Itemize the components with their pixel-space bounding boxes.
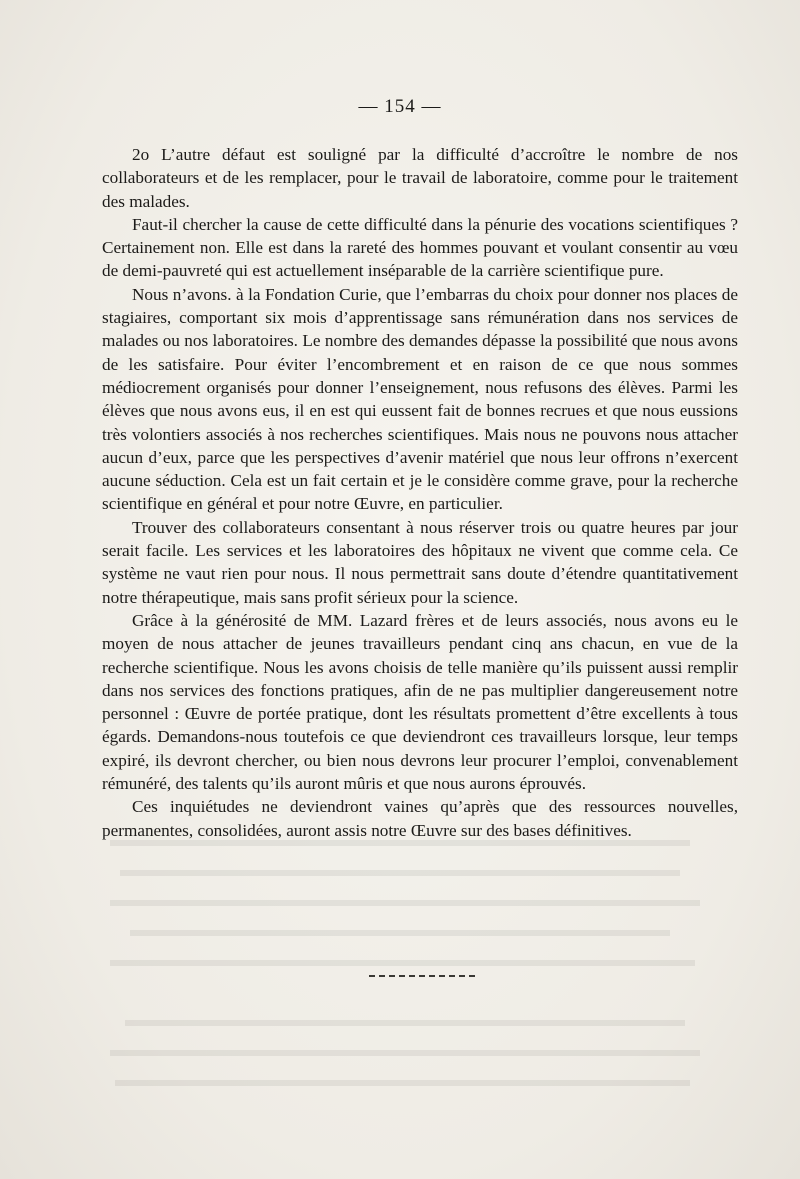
paragraph-6: Ces inquiétudes ne deviendront vaines qu’après que des ressources nouvelles, permanentes, consolidées, auront assis notre Œuvre sur des bases définitives.	[102, 797, 738, 840]
section-end-rule	[369, 975, 475, 977]
paragraph-1: 2o L’autre défaut est souligné par la difficulté d’accroître le nombre de nos collaborateurs et de les remplacer, pour le travail de laboratoire, comme pour le traitement des malades.	[102, 145, 738, 211]
paragraph-4: Trouver des collaborateurs consentant à nous réserver trois ou quatre heures par jour serait facile. Les services et les laboratoires des hôpitaux ne vivent que comme cela. Ce système ne vaut rien pour nous. Il nous permettrait sans doute d’étendre quantitativement notre thérapeutique, mais sans profit sérieux pour la science.	[102, 517, 738, 607]
bleed-through-texture	[110, 820, 710, 1120]
paragraph-5: Grâce à la générosité de MM. Lazard frères et de leurs associés, nous avons eu le moyen de nous attacher de jeunes travailleurs pendant cinq ans chacun, en vue de la recherche scientifique. Nous les avons choisis de telle manière qu’ils puissent aussi remplir dans nos services des fonctions pratiques, afin de ne pas multiplier dangereusement notre personnel : Œuvre de portée pratique, dont les résultats promettent d’être excellents à tous égards. Demandons-nous toutefois ce que deviendront ces travailleurs lorsque, leur temps expiré, ils devront chercher, ou bien nous devrons leur procurer l’emploi, convenablement rémunéré, des talents qu’ils auront mûris et que nous aurons éprouvés.	[102, 610, 738, 794]
page-number: — 154 —	[358, 96, 442, 117]
paragraph-3: Nous n’avons. à la Fondation Curie, que l’embarras du choix pour donner nos places de stagiaires, comportant six mois d’apprentissage sans rémunération dans nos services de malades ou nos laboratoires. Le nombre des demandes dépasse la possibilité que nous avons de les satisfaire. Pour éviter l’encombrement et en raison de ce que nous sommes médiocrement organisés pour donner l’enseignement, nous refusons des élèves. Parmi les élèves que nous avons eus, il en est qui eussent fait de bonnes recrues et que nous eussions très volontiers associés à nos recherches scientifiques. Mais nous ne pouvons nous attacher aucun d’eux, parce que les perspectives d’avenir matériel que nous leur offrons n’exercent aucune séduction. Cela est un fait certain et je le considère comme grave, pour la recherche scientifique en général et pour notre Œuvre, en particulier.	[102, 284, 738, 514]
paragraph-2: Faut-il chercher la cause de cette difficulté dans la pénurie des vocations scientifiques ? Certainement non. Elle est dans la rareté des hommes pouvant et voulant consentir au vœu de demi-pauvreté qui est actuellement inséparable de la carrière scientifique pure.	[102, 214, 738, 281]
body-text	[102, 143, 738, 842]
